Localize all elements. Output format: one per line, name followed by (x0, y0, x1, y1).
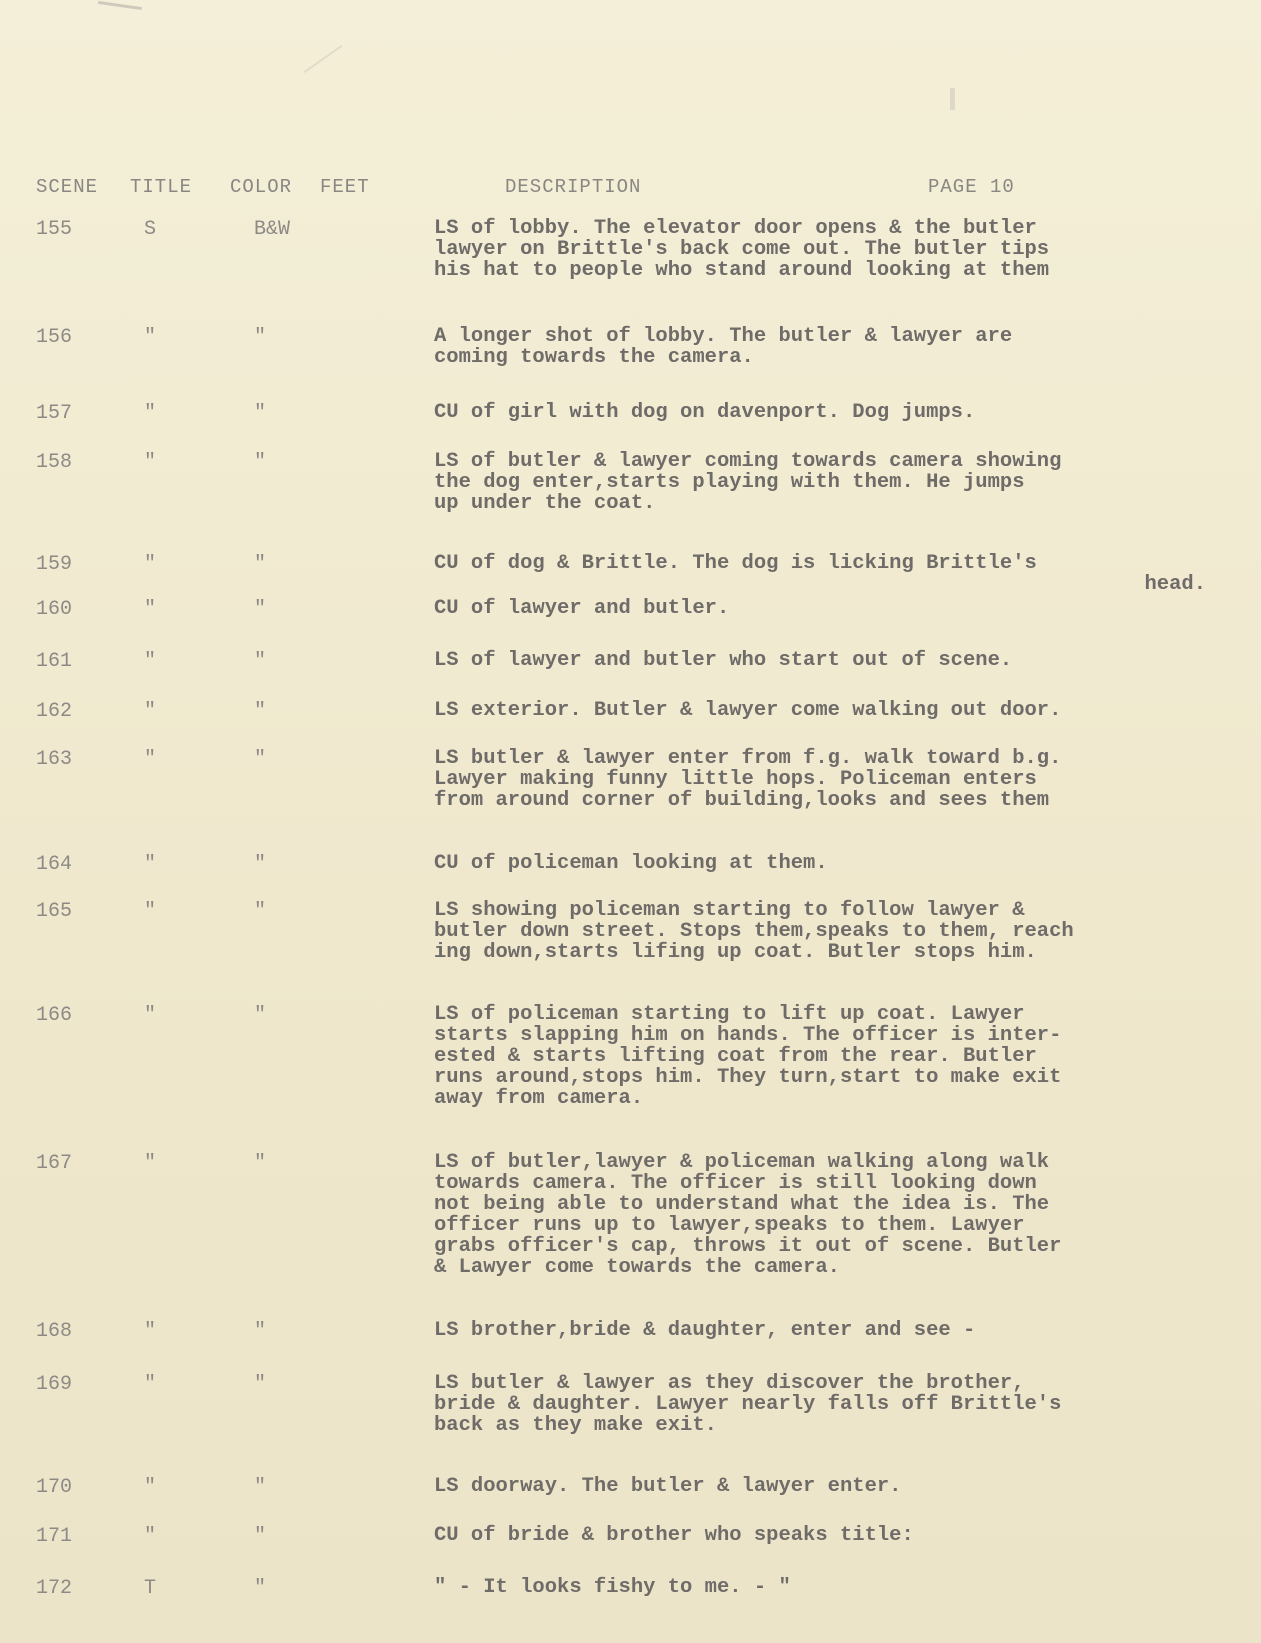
description-line: LS butler & lawyer as they discover the brother, (434, 1372, 1025, 1395)
scene-number: 167 (36, 1152, 73, 1175)
scene-description (434, 1525, 1224, 1546)
description-line: CU of lawyer and butler. (434, 597, 730, 620)
scene-number: 155 (36, 218, 73, 241)
description-line: CU of dog & Brittle. The dog is licking Brittle's (434, 552, 1037, 575)
title-marker: " (144, 1320, 157, 1343)
description-line: CU of bride & brother who speaks title: (434, 1524, 914, 1547)
description-line: LS brother,bride & daughter, enter and see - (434, 1319, 976, 1342)
color-code: " (254, 326, 267, 349)
description-line: LS of lobby. The elevator door opens & the butler (434, 217, 1037, 240)
title-marker: " (144, 451, 157, 474)
description-line: runs around,stops him. They turn,start to make exit (434, 1066, 1062, 1089)
description-line: CU of girl with dog on davenport. Dog jumps. (434, 401, 976, 424)
color-code: " (254, 1320, 267, 1343)
color-code: " (254, 1525, 267, 1548)
title-marker: " (144, 1476, 157, 1499)
scene-description (434, 1373, 1224, 1436)
description-line: CU of policeman looking at them. (434, 852, 828, 875)
title-marker: " (144, 1525, 157, 1548)
description-line: ing down,starts lifing up coat. Butler stops him. (434, 941, 1037, 964)
scene-description (434, 553, 1224, 595)
description-line: butler down street. Stops them,speaks to them, reach (434, 920, 1074, 943)
title-marker: " (144, 326, 157, 349)
scene-number: 163 (36, 748, 73, 771)
color-code: " (254, 1004, 267, 1027)
scene-number: 170 (36, 1476, 73, 1499)
color-code: " (254, 1373, 267, 1396)
color-code: B&W (254, 218, 291, 241)
title-marker: T (144, 1577, 157, 1600)
header-title: TITLE (130, 176, 193, 198)
paper-mark (950, 88, 955, 110)
description-line: LS of lawyer and butler who start out of scene. (434, 649, 1013, 672)
description-line: " - It looks fishy to me. - " (434, 1576, 791, 1599)
description-line: LS exterior. Butler & lawyer come walking out door. (434, 699, 1062, 722)
scene-description (434, 1476, 1224, 1497)
scene-description (434, 1320, 1224, 1341)
scene-number: 166 (36, 1004, 73, 1027)
color-code: " (254, 1152, 267, 1175)
description-continuation: head. (1144, 573, 1206, 596)
description-line: up under the coat. (434, 492, 656, 515)
title-marker: " (144, 748, 157, 771)
title-marker: " (144, 853, 157, 876)
description-line: from around corner of building,looks and sees them (434, 789, 1050, 812)
paper-mark (304, 45, 343, 73)
color-code: " (254, 1476, 267, 1499)
title-marker: " (144, 1373, 157, 1396)
scene-description (434, 853, 1224, 874)
scene-description (434, 650, 1224, 671)
description-line: LS showing policeman starting to follow lawyer & (434, 899, 1025, 922)
scene-description (434, 700, 1224, 721)
scene-description (434, 326, 1224, 368)
scene-description (434, 218, 1224, 281)
description-line: LS butler & lawyer enter from f.g. walk toward b.g. (434, 747, 1062, 770)
scene-description (434, 402, 1224, 423)
description-line: LS of butler,lawyer & policeman walking along walk (434, 1151, 1050, 1174)
color-code: " (254, 598, 267, 621)
scene-number: 164 (36, 853, 73, 876)
color-code: " (254, 1577, 267, 1600)
description-line: A longer shot of lobby. The butler & lawyer are (434, 325, 1013, 348)
title-marker: " (144, 700, 157, 723)
title-marker: " (144, 598, 157, 621)
column-header-row (0, 176, 1261, 200)
description-line: lawyer on Brittle's back come out. The butler tips (434, 238, 1050, 261)
description-line: LS of butler & lawyer coming towards camera showing (434, 450, 1062, 473)
description-line: grabs officer's cap, throws it out of scene. Butler (434, 1235, 1062, 1258)
description-line: officer runs up to lawyer,speaks to them. Lawyer (434, 1214, 1025, 1237)
header-page-number: PAGE 10 (928, 176, 1015, 198)
title-marker: " (144, 1152, 157, 1175)
color-code: " (254, 451, 267, 474)
description-line: coming towards the camera. (434, 346, 754, 369)
color-code: " (254, 553, 267, 576)
description-line: bride & daughter. Lawyer nearly falls off Brittle's (434, 1393, 1062, 1416)
scene-description (434, 1577, 1224, 1598)
scene-number: 158 (36, 451, 73, 474)
paper-mark (98, 1, 142, 10)
scene-description (434, 900, 1224, 963)
description-line: starts slapping him on hands. The officer is inter- (434, 1024, 1062, 1047)
header-scene: SCENE (36, 176, 99, 198)
description-line: LS doorway. The butler & lawyer enter. (434, 1475, 902, 1498)
scene-number: 159 (36, 553, 73, 576)
description-line: back as they make exit. (434, 1414, 717, 1437)
color-code: " (254, 900, 267, 923)
scene-description (434, 1152, 1224, 1278)
color-code: " (254, 650, 267, 673)
header-feet: FEET (320, 176, 370, 198)
description-line: his hat to people who stand around looking at them (434, 259, 1050, 282)
scene-number: 172 (36, 1577, 73, 1600)
scene-number: 162 (36, 700, 73, 723)
description-line: Lawyer making funny little hops. Policeman enters (434, 768, 1037, 791)
description-line: the dog enter,starts playing with them. He jumps (434, 471, 1025, 494)
scene-number: 169 (36, 1373, 73, 1396)
description-line: ested & starts lifting coat from the rear. Butler (434, 1045, 1037, 1068)
scene-number: 165 (36, 900, 73, 923)
scene-description (434, 748, 1224, 811)
color-code: " (254, 853, 267, 876)
description-line: & Lawyer come towards the camera. (434, 1256, 840, 1279)
scene-number: 168 (36, 1320, 73, 1343)
scene-number: 171 (36, 1525, 73, 1548)
header-color: COLOR (230, 176, 293, 198)
header-description: DESCRIPTION (505, 176, 642, 198)
title-marker: " (144, 553, 157, 576)
scene-description (434, 451, 1224, 514)
description-line: towards camera. The officer is still looking down (434, 1172, 1037, 1195)
scene-description (434, 1004, 1224, 1109)
description-line: LS of policeman starting to lift up coat. Lawyer (434, 1003, 1025, 1026)
title-marker: " (144, 1004, 157, 1027)
scene-number: 160 (36, 598, 73, 621)
color-code: " (254, 402, 267, 425)
scene-number: 157 (36, 402, 73, 425)
title-marker: S (144, 218, 157, 241)
description-line: not being able to understand what the idea is. The (434, 1193, 1050, 1216)
title-marker: " (144, 900, 157, 923)
scene-number: 156 (36, 326, 73, 349)
description-line: away from camera. (434, 1087, 644, 1110)
scene-number: 161 (36, 650, 73, 673)
title-marker: " (144, 650, 157, 673)
color-code: " (254, 748, 267, 771)
title-marker: " (144, 402, 157, 425)
scene-description (434, 598, 1224, 619)
color-code: " (254, 700, 267, 723)
